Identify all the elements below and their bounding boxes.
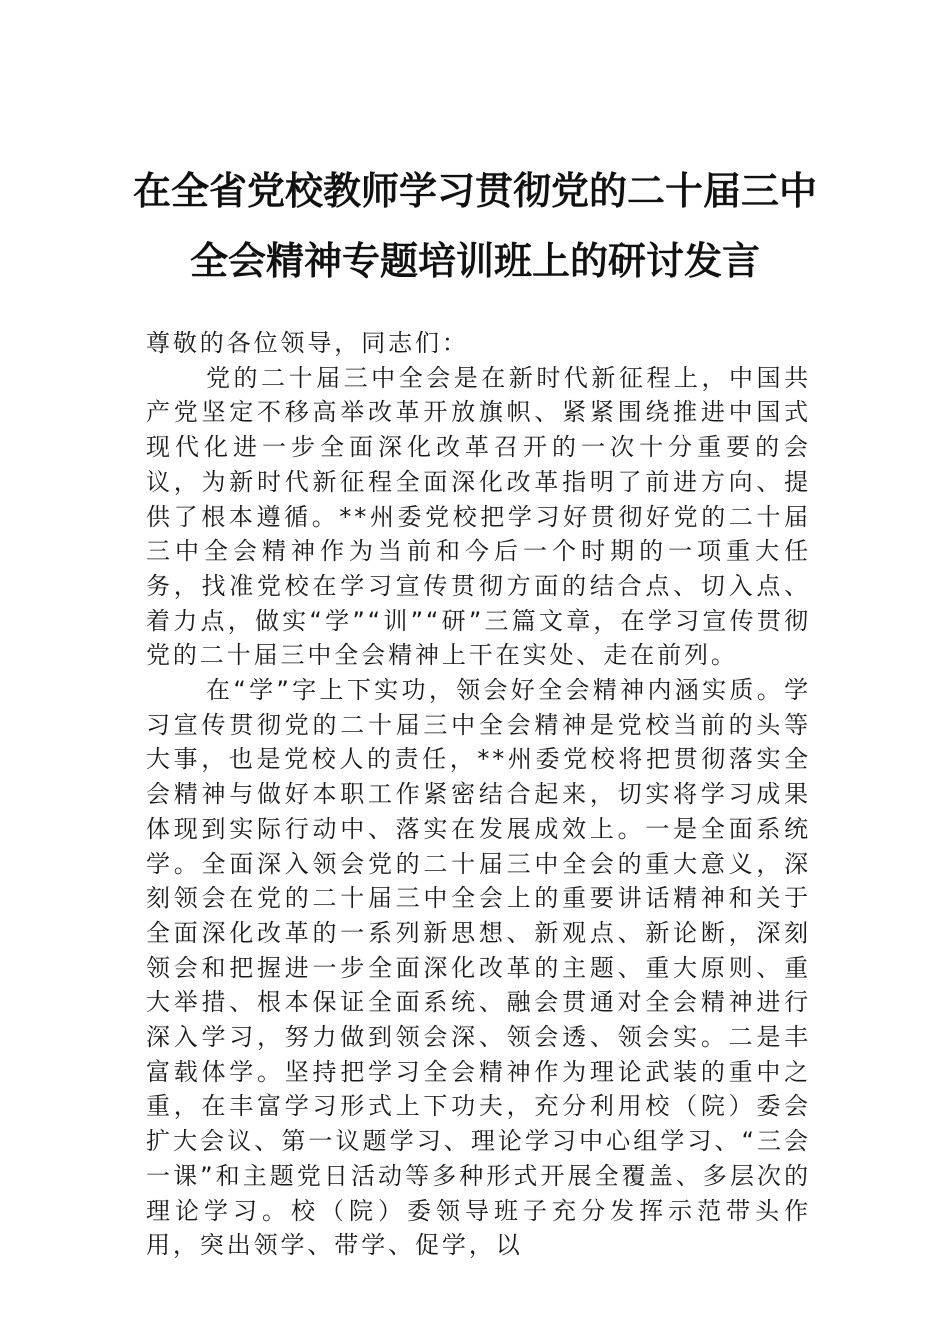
document-title — [120, 156, 830, 296]
paragraph-1: 党的二十届三中全会是在新时代新征程上，中国共产党坚定不移高举改革开放旗帜、紧紧围绕推进中国式现代化进一步全面深化改革召开的一次十分重要的会议，为新时代新征程全面深化改革指明了前进方向、提供了根本遵循。**州委党校把学习好贯彻好党的二十届三中全会精神作为当前和今后一个时期的一项重大任务，找准党校在学习宣传贯彻方面的结合点、切入点、着力点，做实“学”“训”“研”三篇文章，在学习宣传贯彻党的二十届三中全会精神上干在实处、走在前列。 — [146, 363, 811, 670]
salutation: 尊敬的各位领导，同志们： — [146, 329, 469, 357]
document-body — [146, 326, 811, 1263]
paragraph-2: 在“学”字上下实功，领会好全会精神内涵实质。学习宣传贯彻党的二十届三中全会精神是党校当前的头等大事，也是党校人的责任，**州委党校将把贯彻落实全会精神与做好本职工作紧密结合起来，切实将学习成果体现到实际行动中、落实在发展成效上。一是全面系统学。全面深入领会党的二十届三中全会的重大意义，深刻领会在党的二十届三中全会上的重要讲话精神和关于全面深化改革的一系列新思想、新观点、新论断，深刻领会和把握进一步全面深化改革的主题、重大原则、重大举措、根本保证全面系统、融会贯通对全会精神进行深入学习，努力做到领会深、领会透、领会实。二是丰富载体学。坚持把学习全会精神作为理论武装的重中之重，在丰富学习形式上下功夫，充分利用校（院）委会扩大会议、第一议题学习、理论学习中心组学习、“三会一课”和主题党日活动等多种形式开展全覆盖、多层次的理论学习。校（院）委领导班子充分发挥示范带头作用，突出领学、带学、促学，以 — [146, 676, 811, 1260]
title-line-1: 在全省党校教师学习贯彻党的二十届三中 — [132, 168, 817, 213]
title-line-2: 全会精神专题培训班上的研讨发言 — [189, 238, 760, 283]
